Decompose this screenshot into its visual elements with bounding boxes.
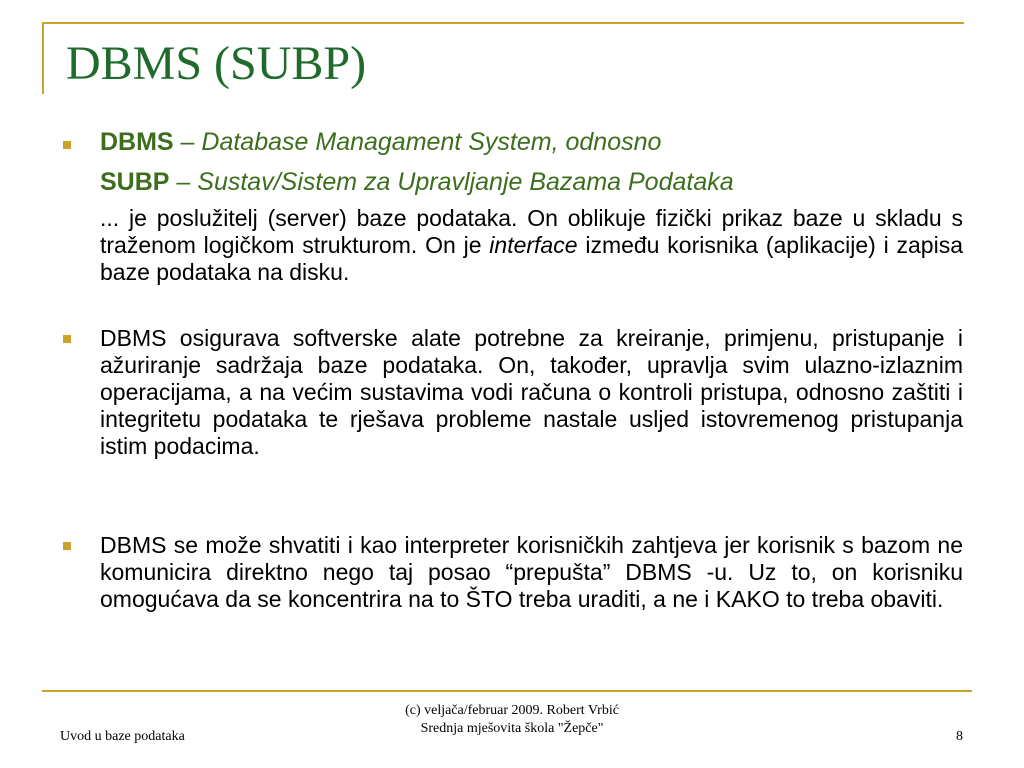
term-subp: SUBP xyxy=(100,168,170,196)
footer-credits-line-1: (c) veljača/februar 2009. Robert Vrbić xyxy=(405,703,619,718)
bullet-marker-3 xyxy=(63,542,71,550)
dash-1: – xyxy=(173,128,202,156)
description-text-2: između korisnika (aplikacije) i zapisa baze podataka na disku. xyxy=(100,232,963,285)
footer-credits xyxy=(312,702,712,738)
footer-credits-line-2: Srednja mješovita škola "Žepče" xyxy=(420,721,604,736)
bullet-3-text: DBMS se može shvatiti i kao interpreter korisničkih zahtjeva jer korisnik s bazom ne komunicira direktno nego taj posao “prepušta” DBMS -u. Uz to, on korisniku omogućava da se koncentrira na to ŠTO treba uraditi, a ne i KAKO to treba obaviti. xyxy=(100,532,963,612)
bullet-marker-1 xyxy=(63,141,71,149)
footer-course-title: Uvod u baze podataka xyxy=(60,729,185,744)
left-decor-line xyxy=(42,22,44,94)
page-number: 8 xyxy=(956,729,963,744)
definition-dbms xyxy=(100,127,661,157)
bullet-marker-2 xyxy=(63,335,71,343)
top-decor-line xyxy=(42,22,964,24)
description-text-1: ... je poslužitelj (server) baze podataka. On oblikuje fizički prikaz baze u skladu s traženom logičkom strukturom. On je xyxy=(100,205,963,258)
dash-2: – xyxy=(169,168,198,196)
description-interface: interface xyxy=(489,232,578,258)
footer-rule xyxy=(42,690,972,692)
expansion-dbms: Database Managament System, odnosno xyxy=(201,128,662,156)
bullet-2-text: DBMS osigurava softverske alate potrebne za kreiranje, primjenu, pristupanje i ažuriranje sadržaja baze podataka. On, također, upravlja svim ulazno-izlaznim operacijama, a na većim sustavima vodi računa o kontroli pristupa, odnosno zaštiti i integritetu podataka te rješava probleme nastale usljed istovremenog pristupanja istim podacima. xyxy=(100,325,963,459)
expansion-subp: Sustav/Sistem za Upravljanje Bazama Podataka xyxy=(197,168,734,196)
term-dbms: DBMS xyxy=(100,128,174,156)
slide-title: DBMS (SUBP) xyxy=(66,37,367,90)
dbms-description xyxy=(100,205,963,286)
definition-subp xyxy=(100,167,734,197)
